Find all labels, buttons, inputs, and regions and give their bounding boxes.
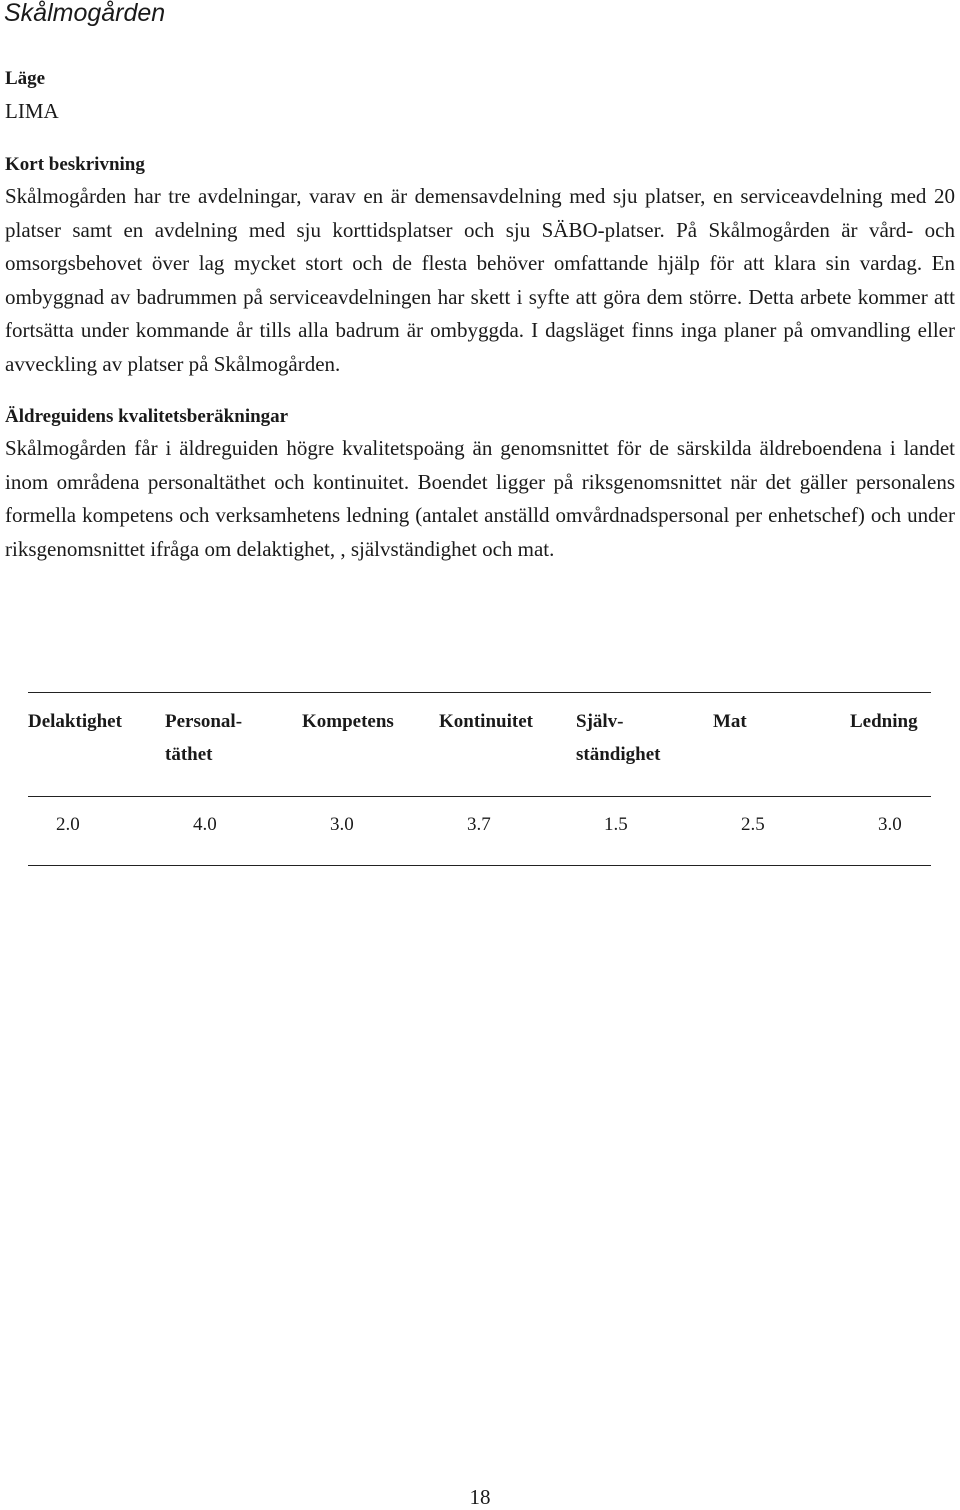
lage-value: LIMA [5, 99, 59, 123]
header-sjalvstandighet: Själv- ständighet [576, 711, 661, 765]
header-mat: Mat [713, 711, 747, 732]
value-kompetens: 3.0 [330, 814, 354, 835]
header-personaltathet: Personal- täthet [165, 711, 243, 765]
header-kontinuitet: Kontinuitet [439, 711, 533, 732]
kort-beskrivning-paragraph: Skålmogården har tre avdelningar, varav en är demensavdelning med sju platser, en serviceavdelning med 20 platser samt en avdelning med sju korttidsplatser och sju SÄBO-platser. På Skålmogården är vård- och omsorgsbehovet över lag mycket stort och de flesta behöver omfattande hjälp för att klara sin vardag. En ombyggnad av badrummen på serviceavdelningen har skett i syfte att göra dem större. Detta arbete kommer att fortsätta under kommande år tills alla badrum är ombyggda. I dagsläget finns inga planer på omvandling eller avveckling av platser på Skålmogården. [5, 184, 955, 376]
quality-score-table [28, 692, 931, 866]
section-heading-aldreguiden: Äldreguidens kvalitetsberäkningar [5, 406, 289, 427]
value-kontinuitet: 3.7 [467, 814, 491, 835]
header-kompetens: Kompetens [302, 711, 394, 732]
header-ledning: Ledning [850, 711, 918, 732]
document-body [5, 65, 955, 588]
page-number: 18 [469, 1485, 491, 1509]
value-delaktighet: 2.0 [56, 814, 80, 835]
value-sjalvstandighet: 1.5 [604, 814, 628, 835]
table-value-row [28, 797, 931, 865]
value-ledning: 3.0 [878, 814, 902, 835]
page-title: Skålmogården [4, 0, 166, 27]
section-heading-lage: Läge [5, 68, 46, 89]
header-delaktighet: Delaktighet [28, 711, 122, 732]
value-mat: 2.5 [741, 814, 765, 835]
table-bottom-rule [28, 865, 931, 866]
table-header-row [28, 693, 931, 796]
section-heading-kort-beskrivning: Kort beskrivning [5, 154, 145, 175]
value-personaltathet: 4.0 [193, 814, 217, 835]
aldreguiden-paragraph: Skålmogården får i äldreguiden högre kvalitetspoäng än genomsnittet för de särskilda äldreboendena i landet inom områdena personaltäthet och kontinuitet. Boendet ligger på riksgenomsnittet när det gäller personalens formella kompetens och verksamhetens ledning (antalet anställd omvårdnadspersonal per enhetschef) och under riksgenomsnittet ifråga om delaktighet, , självständighet och mat. [5, 436, 955, 561]
